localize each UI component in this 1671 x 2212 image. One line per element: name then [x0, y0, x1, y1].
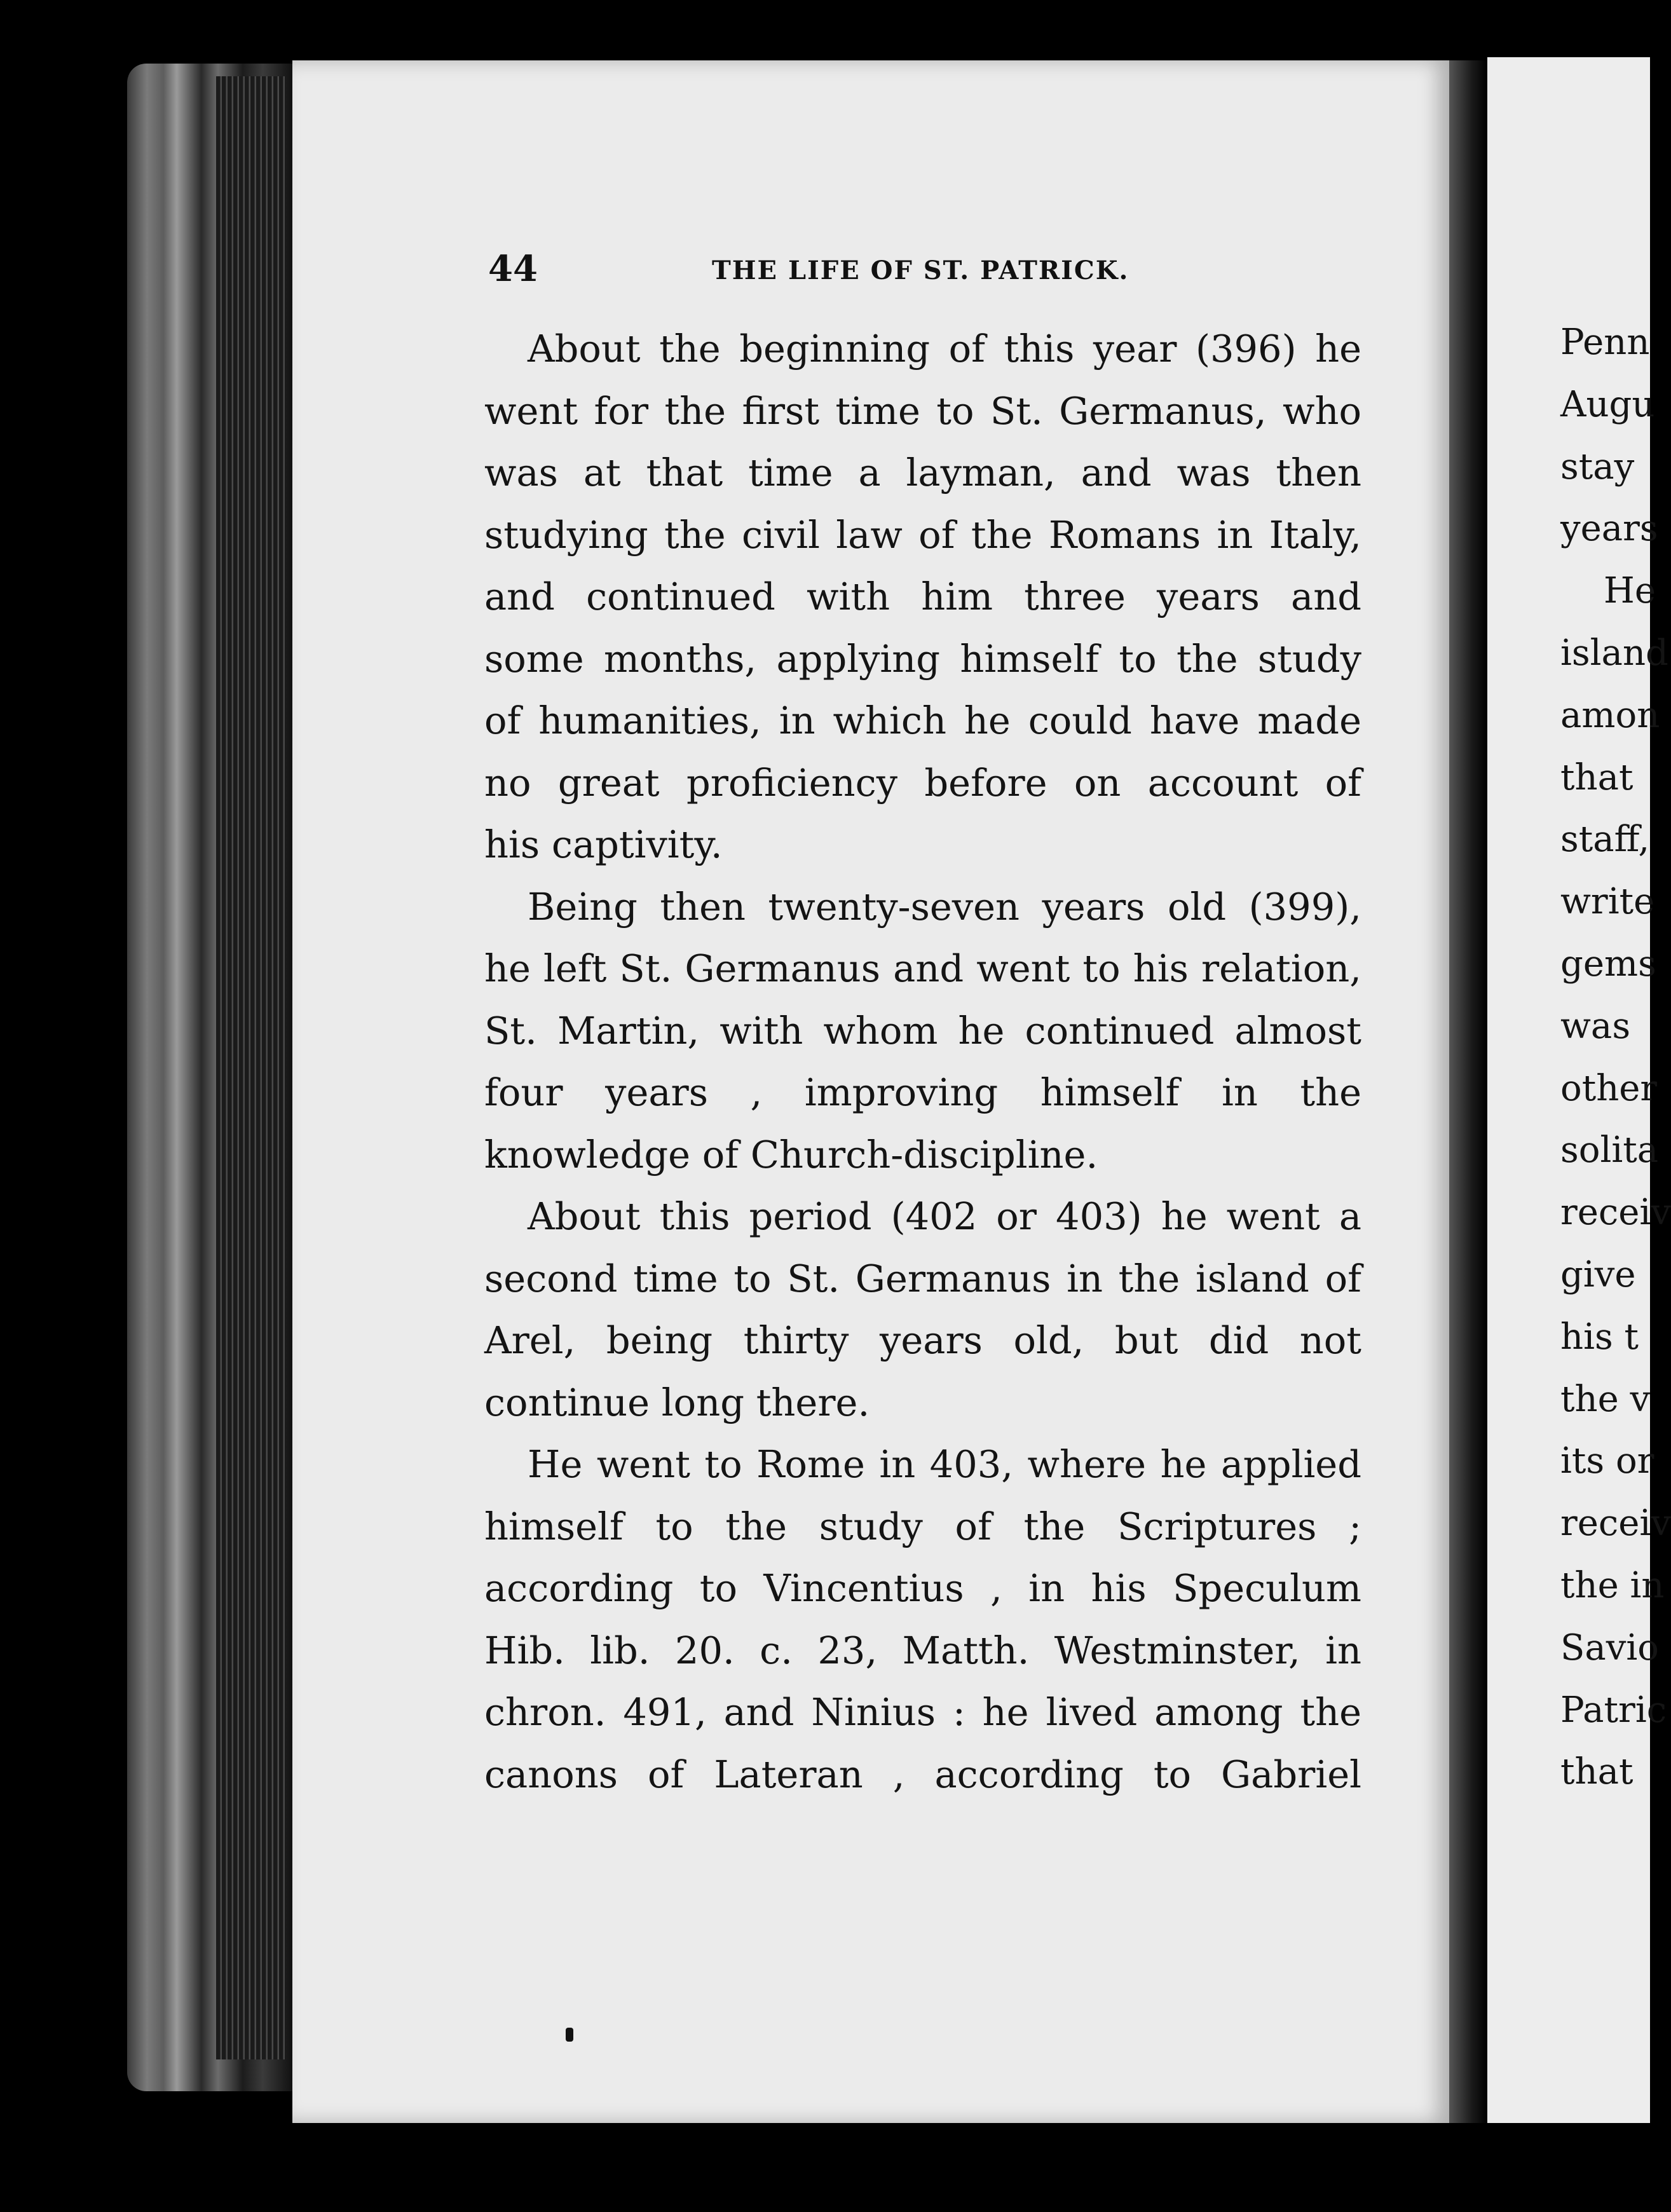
text-line: of humanities, in which he could have made: [484, 699, 1361, 742]
text-line: its or: [1560, 1440, 1654, 1482]
left-page-text: [484, 318, 1361, 1805]
text-line: stay: [1560, 446, 1635, 488]
text-line: some months, applying himself to the study: [484, 636, 1361, 681]
text-line: chron. 491, and Ninius : he lived among the: [484, 1690, 1361, 1734]
text-line: island: [1560, 632, 1668, 674]
text-line: staff,: [1560, 819, 1650, 861]
text-line: About the beginning of this year (396) he: [528, 327, 1361, 371]
text-line: give: [1560, 1253, 1636, 1295]
text-line: canons of Lateran , according to Gabriel: [484, 1752, 1361, 1796]
text-line: was: [1560, 1005, 1631, 1047]
text-line: receiv: [1560, 1192, 1671, 1234]
text-line: was at that time a layman, and was then: [484, 451, 1361, 495]
text-line: and continued with him three years and: [484, 575, 1361, 618]
text-line: continue long there.: [484, 1380, 870, 1424]
text-line: About this period (402 or 403) he went a: [528, 1194, 1361, 1238]
text-line: St. Martin, with whom he continued almost: [484, 1008, 1361, 1053]
text-line: He: [1604, 570, 1656, 612]
text-line: other: [1560, 1067, 1658, 1109]
text-line: gems: [1560, 943, 1656, 985]
text-line: Hib. lib. 20. c. 23, Matth. Westminster, in: [484, 1628, 1361, 1672]
text-line: He went to Rome in 403, where he applied: [528, 1442, 1361, 1486]
text-line: Arel, being thirty years old, but did not: [484, 1318, 1361, 1362]
text-line: years: [1560, 508, 1658, 550]
text-line: amon: [1560, 694, 1660, 736]
text-line: the v: [1560, 1378, 1651, 1420]
text-line: four years , improving himself in the: [484, 1070, 1361, 1114]
right-page-text: [1560, 311, 1671, 1803]
text-line: he left St. Germanus and went to his relation,: [484, 946, 1361, 990]
text-line: the in: [1560, 1564, 1665, 1606]
text-line: no great proficiency before on account of: [484, 760, 1361, 805]
page-edges: [216, 76, 286, 2059]
text-line: himself to the study of the Scriptures ;: [484, 1504, 1361, 1548]
page-number: 44: [488, 248, 538, 290]
text-line: that: [1560, 756, 1633, 798]
text-line: Patric: [1560, 1689, 1667, 1731]
text-line: second time to St. Germanus in the island of: [484, 1256, 1361, 1301]
text-line: that: [1560, 1751, 1633, 1793]
text-line: Savio: [1560, 1627, 1660, 1669]
text-line: Augu: [1560, 383, 1655, 425]
text-line: his captivity.: [484, 823, 723, 866]
text-line: receiv: [1560, 1503, 1671, 1545]
text-line: write: [1560, 881, 1655, 923]
text-line: Penn: [1560, 322, 1650, 363]
running-title: THE LIFE OF ST. PATRICK.: [712, 256, 1129, 285]
text-line: studying the civil law of the Romans in Italy,: [484, 512, 1361, 557]
text-line: Being then twenty-seven years old (399),: [528, 884, 1361, 929]
ink-speck: [566, 2028, 573, 2042]
text-line: his t: [1560, 1316, 1639, 1358]
text-line: knowledge of Church-discipline.: [484, 1132, 1098, 1177]
text-line: solita: [1560, 1130, 1659, 1171]
text-line: went for the first time to St. Germanus, who: [484, 388, 1361, 433]
page-header: [488, 248, 1143, 299]
book-gutter: [1449, 60, 1487, 2123]
text-line: according to Vincentius , in his Speculum: [484, 1566, 1361, 1610]
